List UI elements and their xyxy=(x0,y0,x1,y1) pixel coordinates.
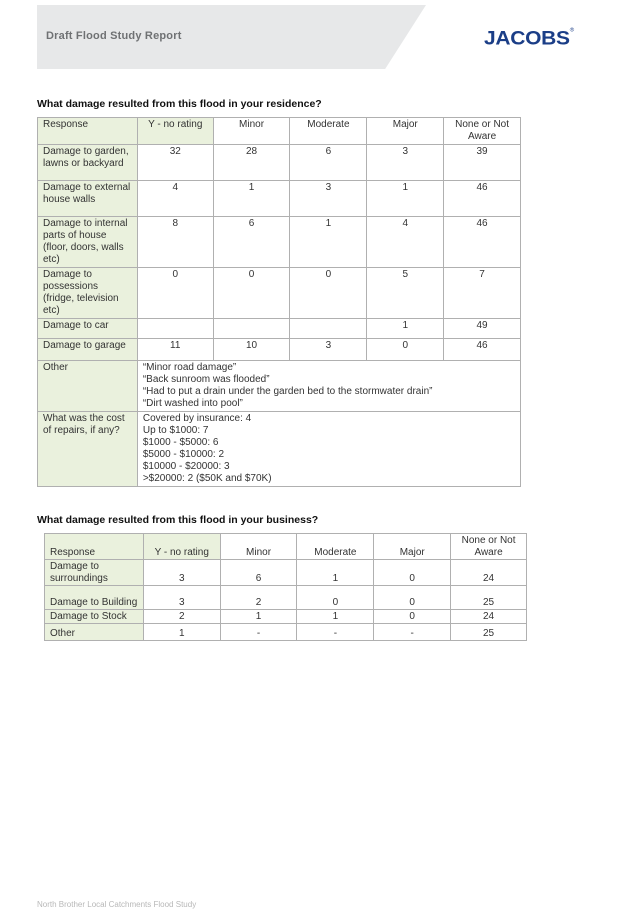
cell: 1 xyxy=(297,560,374,586)
cell: 24 xyxy=(451,560,527,586)
column-header: Y - no rating xyxy=(137,118,213,145)
cell: 3 xyxy=(290,181,367,217)
row-label: Damage to external house walls xyxy=(38,181,138,217)
cell: 25 xyxy=(451,586,527,610)
cell: 1 xyxy=(297,610,374,624)
residence-section-title: What damage resulted from this flood in your residence? xyxy=(37,98,322,110)
cell: 11 xyxy=(137,339,213,361)
registered-mark: ® xyxy=(569,27,574,34)
cell: 4 xyxy=(367,217,444,268)
table-row xyxy=(38,268,521,319)
cell: 1 xyxy=(213,181,290,217)
column-header: Moderate xyxy=(297,534,374,560)
cell: 0 xyxy=(290,268,367,319)
cell: 49 xyxy=(444,319,521,339)
cell: 7 xyxy=(444,268,521,319)
cell: 46 xyxy=(444,339,521,361)
cell: 8 xyxy=(137,217,213,268)
cost-line: >$20000: 2 ($50K and $70K) xyxy=(142,473,272,484)
cell: 4 xyxy=(137,181,213,217)
cell: 46 xyxy=(444,181,521,217)
cost-line: $1000 - $5000: 6 xyxy=(142,437,219,448)
cost-line: $10000 - $20000: 3 xyxy=(142,461,230,472)
cell: 24 xyxy=(451,610,527,624)
row-label: What was the cost of repairs, if any? xyxy=(38,412,138,487)
cell: 28 xyxy=(213,145,290,181)
row-label: Damage to car xyxy=(38,319,138,339)
table-row xyxy=(38,181,521,217)
logo-text: JACOBS xyxy=(484,27,570,50)
column-header: Major xyxy=(374,534,451,560)
business-damage-table xyxy=(44,533,527,641)
cell: 2 xyxy=(143,610,220,624)
cost-details xyxy=(137,412,520,487)
cell: 10 xyxy=(213,339,290,361)
row-label: Damage to garage xyxy=(38,339,138,361)
table-row xyxy=(38,319,521,339)
table-header-row xyxy=(45,534,527,560)
cell: 0 xyxy=(374,610,451,624)
row-label: Damage to garden, lawns or backyard xyxy=(38,145,138,181)
cell: 0 xyxy=(374,560,451,586)
report-title: Draft Flood Study Report xyxy=(46,30,182,42)
row-label: Damage to internal parts of house (floor, doors, walls etc) xyxy=(38,217,138,268)
table-row xyxy=(45,586,527,610)
cost-line: Up to $1000: 7 xyxy=(142,425,209,436)
cell: 3 xyxy=(143,560,220,586)
table-row-other xyxy=(38,361,521,412)
cell: 2 xyxy=(220,586,297,610)
cell: 6 xyxy=(220,560,297,586)
row-label: Damage to Building xyxy=(45,586,144,610)
cost-line: $5000 - $10000: 2 xyxy=(142,449,225,460)
cell xyxy=(137,319,213,339)
cell: 1 xyxy=(220,610,297,624)
column-header: None or Not Aware xyxy=(444,118,521,145)
cell: 0 xyxy=(213,268,290,319)
table-row xyxy=(45,610,527,624)
comment-line: “Had to put a drain under the garden bed to the stormwater drain” xyxy=(142,386,433,397)
cell: 0 xyxy=(374,586,451,610)
table-row xyxy=(38,217,521,268)
cost-line: Covered by insurance: 4 xyxy=(142,413,252,424)
column-header: Response xyxy=(45,534,144,560)
cell: 6 xyxy=(213,217,290,268)
column-header: Y - no rating xyxy=(143,534,220,560)
table-row xyxy=(45,560,527,586)
jacobs-logo xyxy=(484,28,574,50)
row-label: Damage to surroundings xyxy=(45,560,144,586)
other-comments xyxy=(137,361,520,412)
footer-text: North Brother Local Catchments Flood Study xyxy=(37,900,197,909)
cell xyxy=(213,319,290,339)
cell: 39 xyxy=(444,145,521,181)
cell: 1 xyxy=(290,217,367,268)
cell: - xyxy=(297,624,374,641)
column-header: None or Not Aware xyxy=(451,534,527,560)
table-row xyxy=(38,145,521,181)
row-label: Damage to Stock xyxy=(45,610,144,624)
cell: 1 xyxy=(143,624,220,641)
cell: 46 xyxy=(444,217,521,268)
table-row xyxy=(45,624,527,641)
column-header: Minor xyxy=(220,534,297,560)
row-label: Damage to possessions (fridge, television etc) xyxy=(38,268,138,319)
cell: - xyxy=(220,624,297,641)
cell: 3 xyxy=(367,145,444,181)
cell: 6 xyxy=(290,145,367,181)
table-row-cost xyxy=(38,412,521,487)
column-header: Moderate xyxy=(290,118,367,145)
row-label: Other xyxy=(38,361,138,412)
comment-line: “Dirt washed into pool” xyxy=(142,398,243,409)
column-header: Response xyxy=(38,118,138,145)
business-section-title: What damage resulted from this flood in your business? xyxy=(37,514,319,526)
row-label: Other xyxy=(45,624,144,641)
table-header-row xyxy=(38,118,521,145)
column-header: Major xyxy=(367,118,444,145)
cell: - xyxy=(374,624,451,641)
cell: 0 xyxy=(297,586,374,610)
cell xyxy=(290,319,367,339)
cell: 0 xyxy=(137,268,213,319)
table-row xyxy=(38,339,521,361)
comment-line: “Back sunroom was flooded” xyxy=(142,374,270,385)
comment-line: “Minor road damage” xyxy=(142,362,237,373)
column-header: Minor xyxy=(213,118,290,145)
cell: 3 xyxy=(143,586,220,610)
cell: 5 xyxy=(367,268,444,319)
residence-damage-table xyxy=(37,117,521,487)
cell: 3 xyxy=(290,339,367,361)
cell: 0 xyxy=(367,339,444,361)
cell: 32 xyxy=(137,145,213,181)
cell: 1 xyxy=(367,181,444,217)
cell: 1 xyxy=(367,319,444,339)
cell: 25 xyxy=(451,624,527,641)
